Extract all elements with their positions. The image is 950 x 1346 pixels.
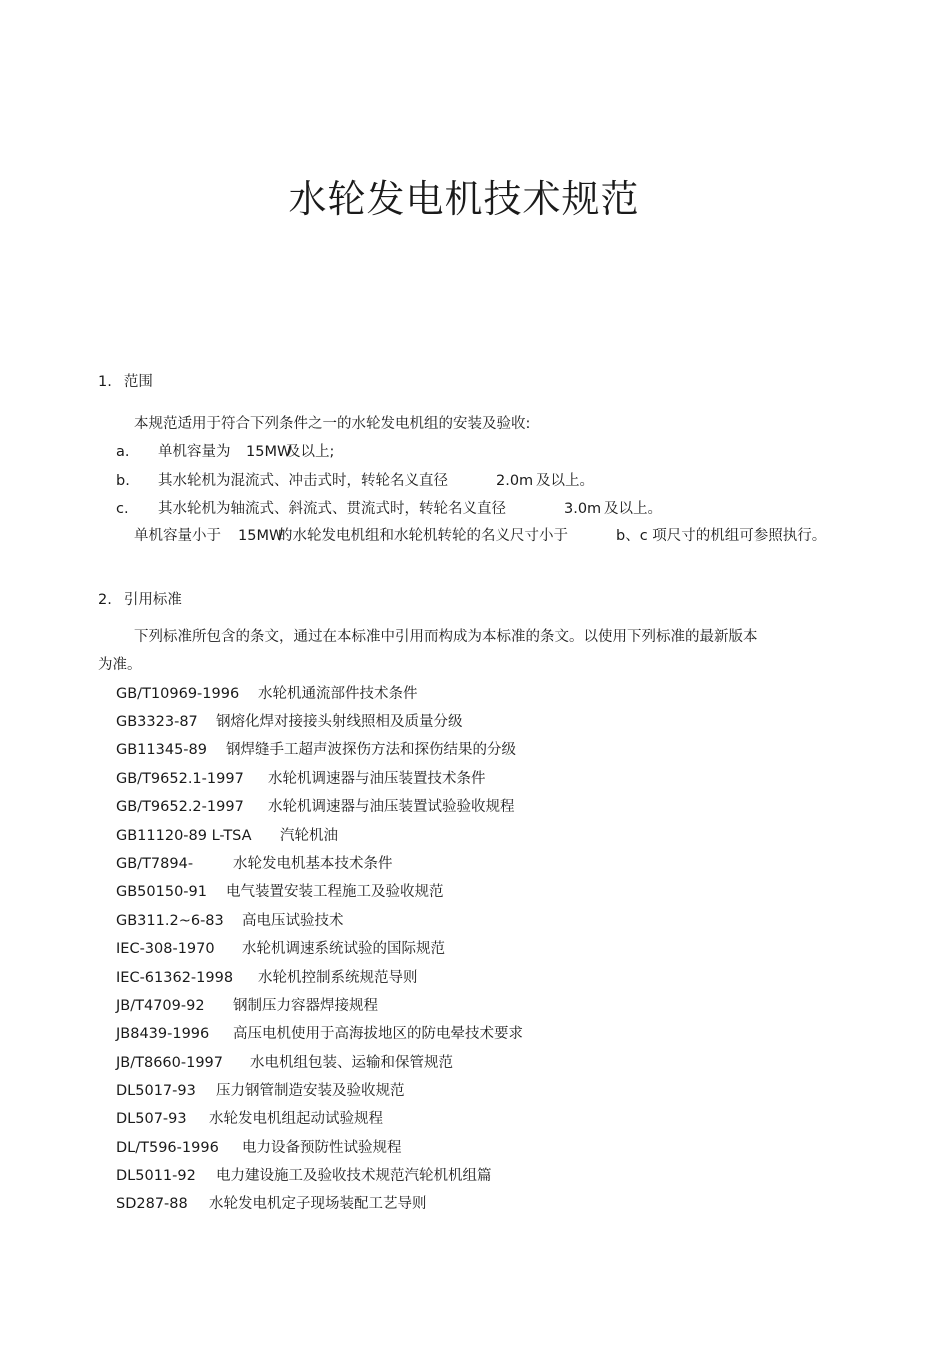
scope-item-text: 其水轮机为混流式、冲击式时，转轮名义直径 (158, 473, 448, 489)
scope-item-value: 3.0m (564, 501, 602, 517)
standard-name: 电气装置安装工程施工及验收规范 (226, 884, 444, 900)
standard-code: GB11345-89 (116, 742, 207, 758)
scope-item-b (116, 471, 716, 491)
standard-code: GB/T7894- (116, 856, 194, 872)
standard-code: GB311.2~6-83 (116, 913, 224, 929)
standard-item (116, 740, 716, 760)
standard-item (116, 1138, 716, 1158)
standard-item (116, 1166, 716, 1186)
standard-name: 水轮机调速器与油压装置技术条件 (268, 771, 486, 787)
section-1-number: 1. (98, 374, 112, 390)
standard-name: 压力钢管制造安装及验收规范 (216, 1083, 405, 1099)
standard-name: 水轮发电机组起动试验规程 (209, 1111, 383, 1127)
standard-item (116, 939, 716, 959)
scope-item-value: 2.0m (496, 473, 534, 489)
standard-code: JB8439-1996 (116, 1026, 210, 1042)
standard-name: 汽轮机油 (280, 828, 338, 844)
standard-code: GB/T10969-1996 (116, 686, 240, 702)
standard-code: DL5011-92 (116, 1168, 196, 1184)
standard-name: 钢焊缝手工超声波探伤方法和探伤结果的分级 (226, 742, 516, 758)
section-2-title: 引用标准 (123, 592, 182, 608)
scope-item-label: c. (116, 501, 129, 517)
section-2-number: 2. (98, 592, 112, 608)
standard-code: JB/T4709-92 (116, 998, 205, 1014)
standard-code: DL507-93 (116, 1111, 187, 1127)
standard-item (116, 712, 716, 732)
standard-name: 钢制压力容器焊接规程 (233, 998, 378, 1014)
standard-name: 电力设备预防性试验规程 (242, 1140, 402, 1156)
standard-name: 高压电机使用于高海拔地区的防电晕技术要求 (233, 1026, 523, 1042)
section-2-heading (98, 590, 182, 610)
scope-note-text: 单机容量小于 (134, 528, 221, 544)
scope-item-suffix: 及以上。 (604, 501, 662, 517)
standard-item (116, 1194, 716, 1214)
standard-code: DL/T596-1996 (116, 1140, 219, 1156)
standard-item (116, 684, 716, 704)
standard-item (116, 797, 716, 817)
section-2-intro: 下列标准所包含的条文，通过在本标准中引用而构成为本标准的条文。以使用下列标准的最新版本 (134, 629, 758, 645)
standard-item (116, 1081, 716, 1101)
standard-name: 钢熔化焊对接接头射线照相及质量分级 (216, 714, 463, 730)
standard-item (116, 1109, 716, 1129)
scope-note-value: 15MW (238, 528, 284, 544)
standard-code: GB/T9652.1-1997 (116, 771, 244, 787)
standard-name: 水轮机控制系统规范导则 (258, 970, 418, 986)
standard-item (116, 826, 716, 846)
standard-name: 水轮机通流部件技术条件 (258, 686, 418, 702)
standard-item (116, 1053, 716, 1073)
scope-item-label: a. (116, 444, 130, 460)
standard-item (116, 968, 716, 988)
document-title: 水轮发电机技术规范 (288, 177, 640, 221)
standard-code: GB11120-89 L-TSA (116, 828, 252, 844)
standard-code: IEC-61362-1998 (116, 970, 234, 986)
standard-name: 水轮机调速器与油压装置试验验收规程 (268, 799, 515, 815)
scope-item-a (116, 442, 616, 462)
standard-code: GB50150-91 (116, 884, 207, 900)
standard-code: DL5017-93 (116, 1083, 196, 1099)
standard-item (116, 769, 716, 789)
scope-item-text: 单机容量为 (158, 444, 231, 460)
standard-item (116, 996, 716, 1016)
standard-item (116, 882, 716, 902)
section-1-heading (98, 372, 153, 392)
scope-note-text: 的水轮发电机组和水轮机转轮的名义尺寸小于 (278, 528, 568, 544)
scope-item-text: 其水轮机为轴流式、斜流式、贯流式时，转轮名义直径 (158, 501, 506, 517)
section-1-intro: 本规范适用于符合下列条件之一的水轮发电机组的安装及验收: (134, 416, 531, 432)
standard-item (116, 911, 716, 931)
standard-name: 水轮机调速系统试验的国际规范 (242, 941, 445, 957)
scope-item-label: b. (116, 473, 130, 489)
standard-code: GB/T9652.2-1997 (116, 799, 244, 815)
scope-note-text: b、c 项尺寸的机组可参照执行。 (616, 528, 827, 544)
standard-code: JB/T8660-1997 (116, 1055, 224, 1071)
standard-name: 电力建设施工及验收技术规范汽轮机机组篇 (216, 1168, 492, 1184)
standard-name: 高电压试验技术 (242, 913, 344, 929)
standard-code: GB3323-87 (116, 714, 198, 730)
scope-note (134, 526, 834, 546)
scope-item-c (116, 499, 716, 519)
standard-code: IEC-308-1970 (116, 941, 215, 957)
standard-name: 水轮发电机定子现场装配工艺导则 (209, 1196, 427, 1212)
standard-item (116, 854, 716, 874)
section-2-intro-cont: 为准。 (98, 657, 142, 673)
standard-name: 水电机组包装、运输和保管规范 (250, 1055, 453, 1071)
standard-item (116, 1024, 716, 1044)
scope-item-value: 15MW (246, 444, 292, 460)
scope-item-suffix: 及以上。 (536, 473, 594, 489)
standard-name: 水轮发电机基本技术条件 (233, 856, 393, 872)
scope-item-suffix: 及以上; (286, 444, 335, 460)
section-1-title: 范围 (123, 374, 153, 390)
standard-code: SD287-88 (116, 1196, 188, 1212)
